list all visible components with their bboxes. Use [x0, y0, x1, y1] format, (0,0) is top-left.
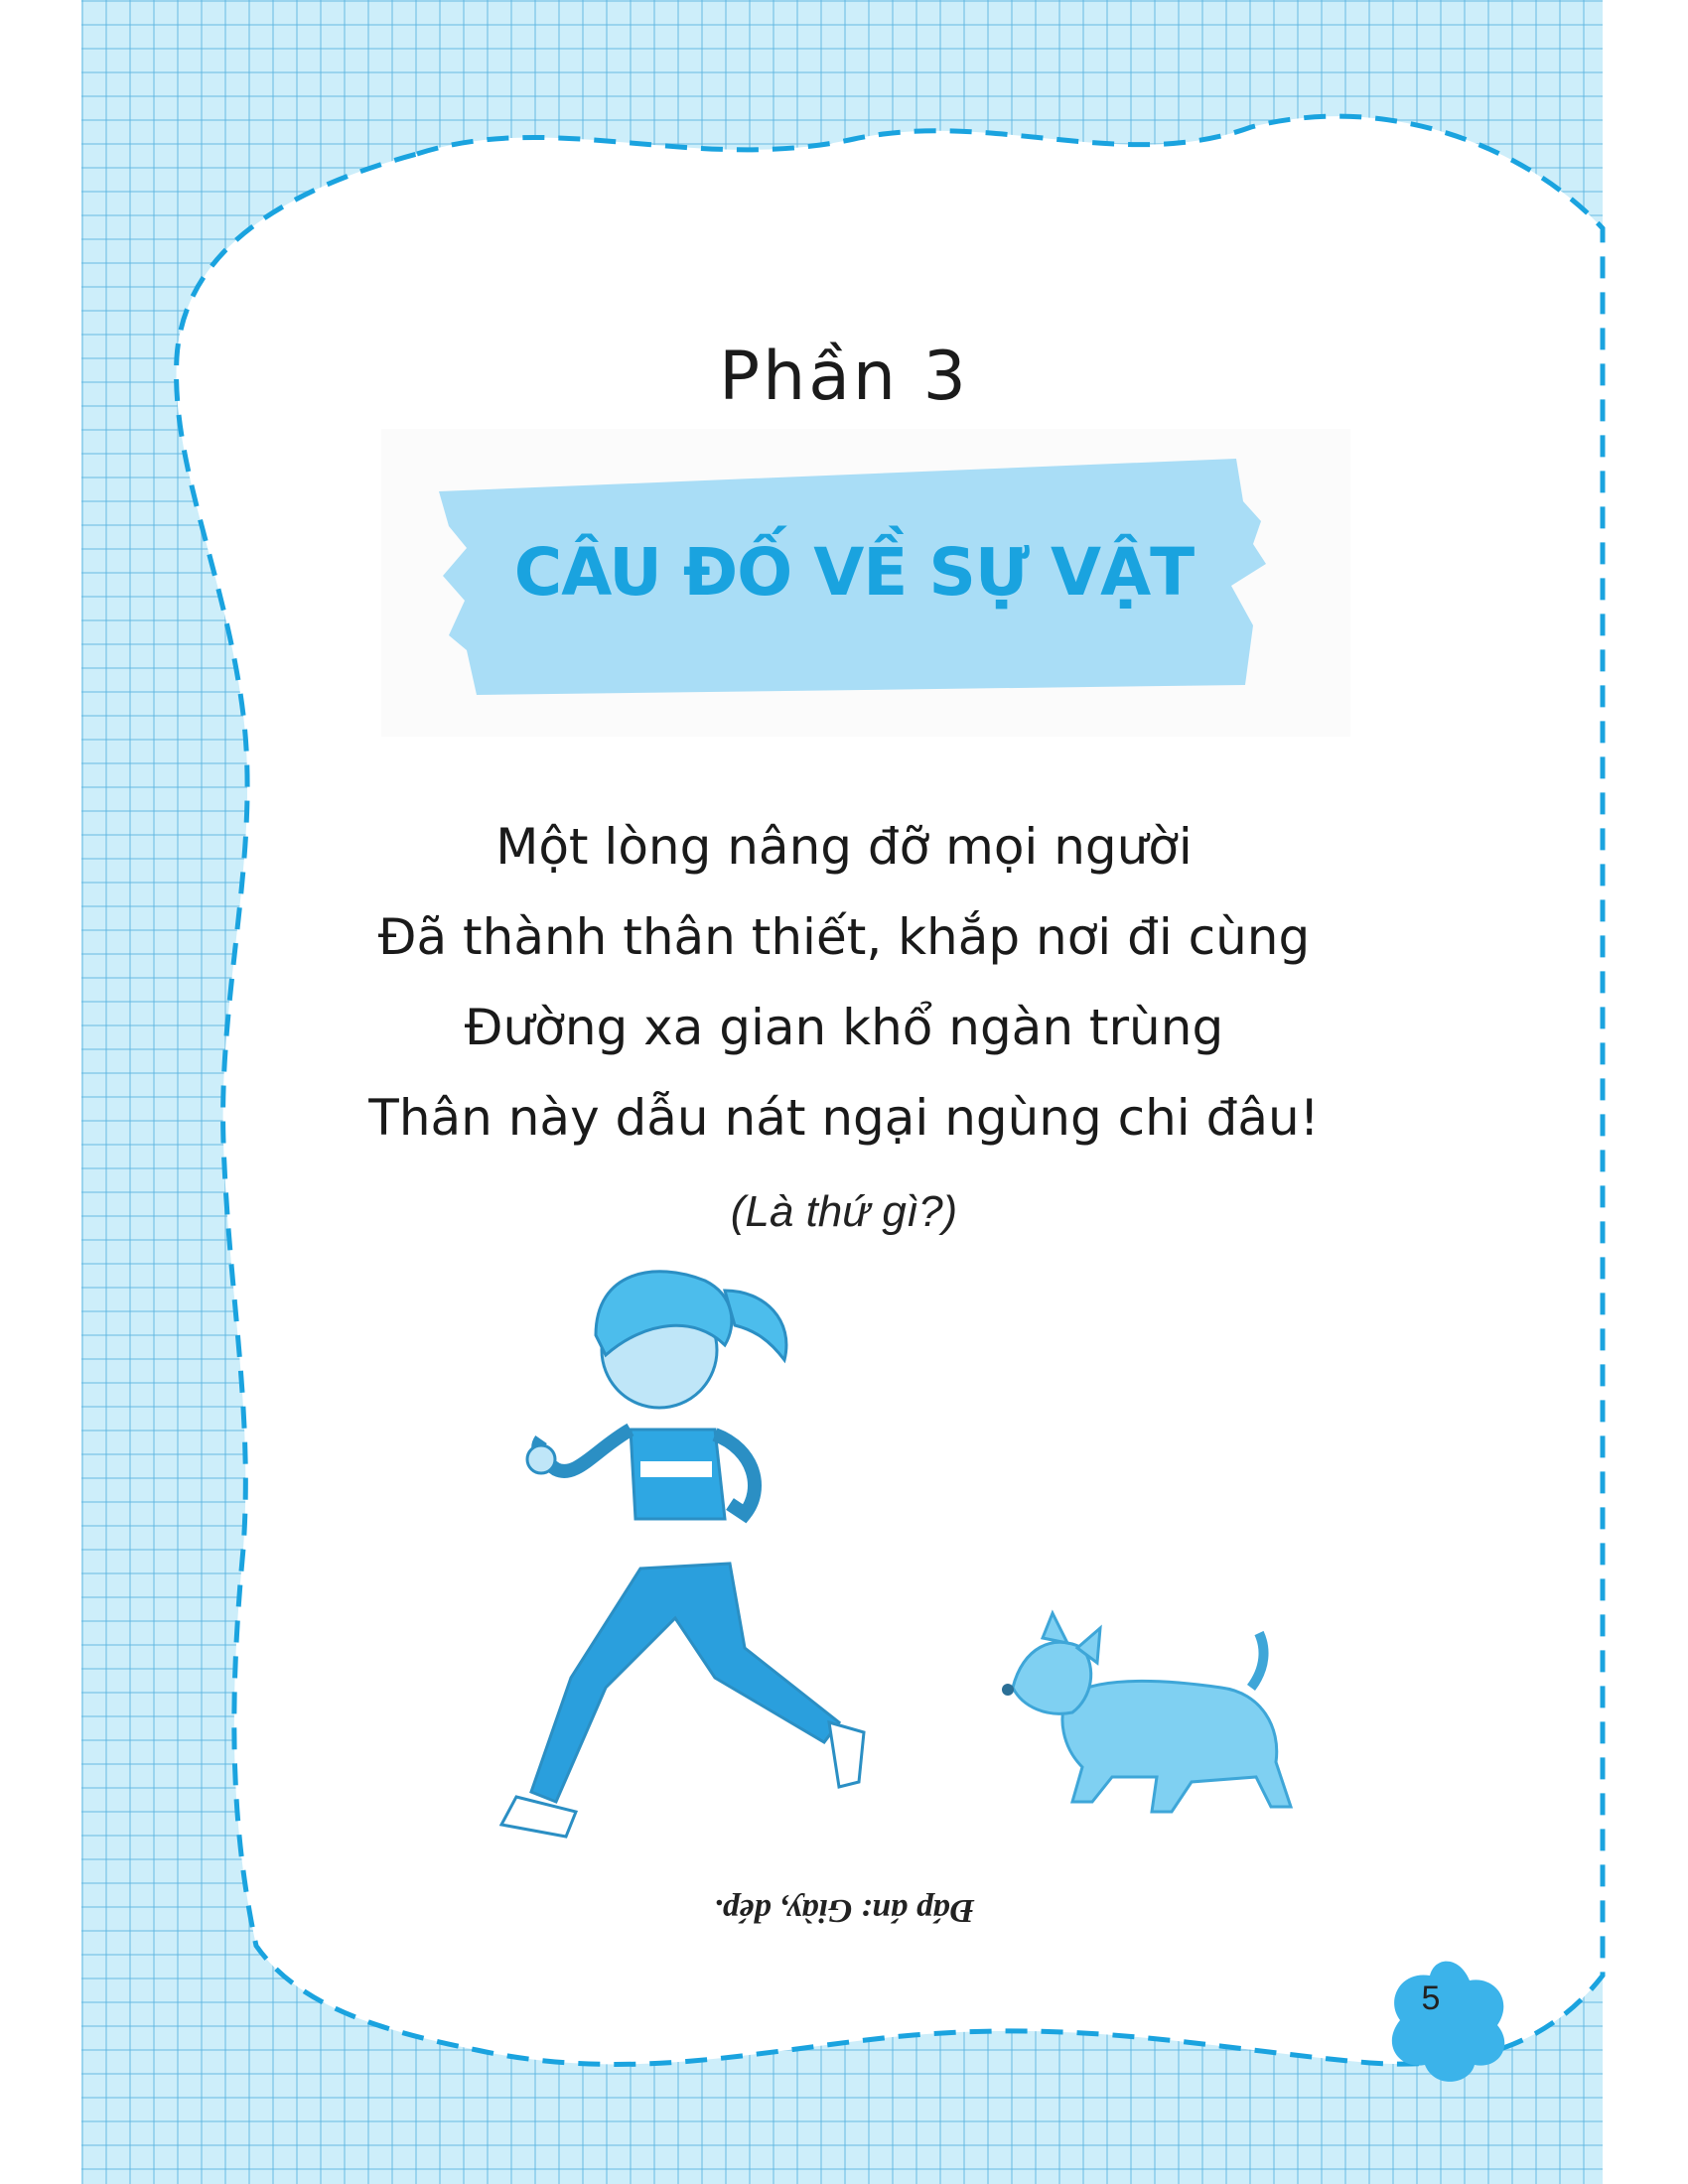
riddle-line: Một lòng nâng đỡ mọi người: [495, 818, 1193, 876]
upside-down-answer: Đáp án: Giày, dép.: [713, 1892, 975, 1929]
page-number: 5: [1421, 1979, 1441, 2017]
chapter-label: Phần 3: [719, 338, 969, 416]
riddle-poem: [0, 802, 1688, 1163]
riddle-line: Đã thành thân thiết, khắp nơi đi cùng: [377, 908, 1311, 966]
riddle-line: Thân này dẫu nát ngại ngùng chi đâu!: [368, 1089, 1320, 1147]
riddle-question: (Là thứ gì?): [730, 1187, 958, 1236]
riddle-line: Đường xa gian khổ ngàn trùng: [464, 999, 1224, 1056]
section-title: CÂU ĐỐ VỀ SỰ VẬT: [513, 534, 1195, 611]
